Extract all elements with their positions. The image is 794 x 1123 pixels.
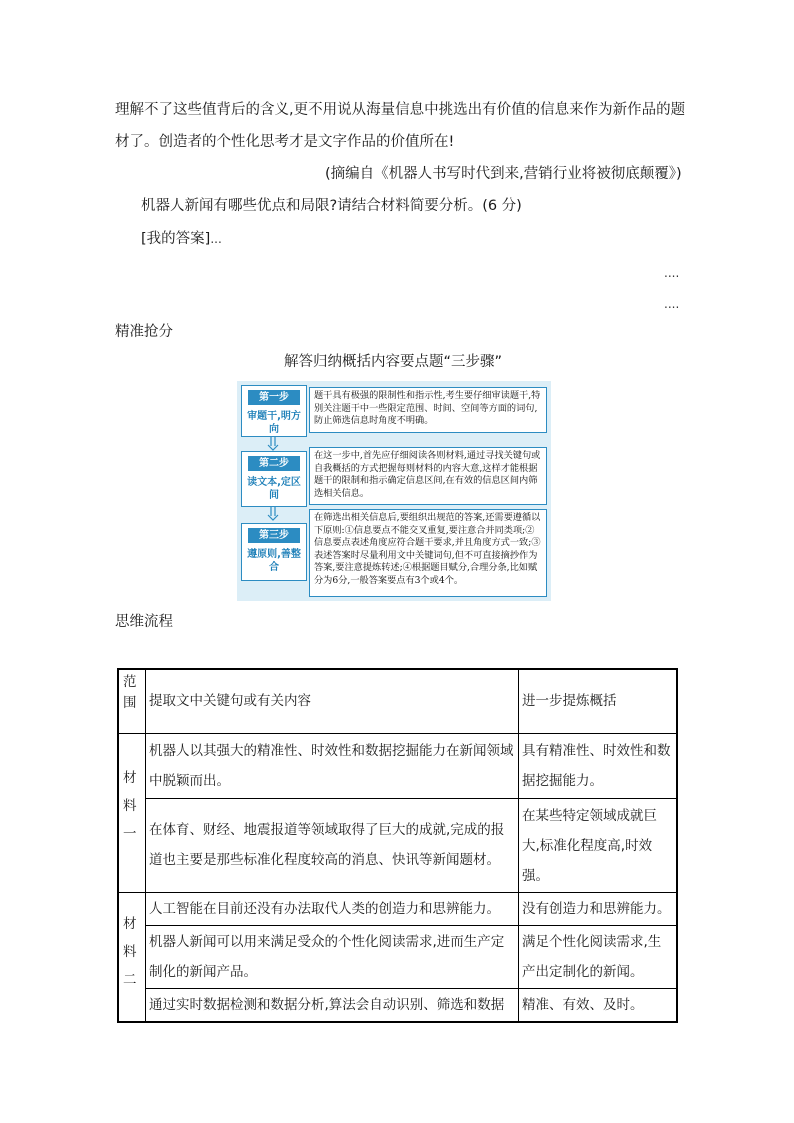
down-arrow-icon (267, 507, 279, 521)
diagram-title: 解答归纳概括内容要点题“三步骤” (284, 354, 503, 370)
step-3-box (241, 523, 307, 581)
answer-label-text: [我的答案] (141, 231, 211, 247)
step-1-description: 题干具有极强的限制性和指示性,考生要仔细审读题干,特别关注题干中一些限定范围、时间、空间等方面的词句,防止筛选信息时角度不明确。 (309, 387, 547, 433)
step-2-description: 在这一步中,首先应仔细阅读各则材料,通过寻找关键句或自我概括的方式把握每则材料的内容大意,这样才能根据题干的限制和指示确定信息区间,在有效的信息区间内筛选相关信息。 (309, 447, 547, 505)
header-content: 提取文中关键句或有关内容 (149, 693, 311, 709)
section-title: 精准抢分 (115, 324, 173, 340)
group-label-material-2: 材料二 (123, 916, 137, 988)
table-row-5-summary: 精准、有效、及时。 (522, 997, 644, 1013)
step-1-label: 第一步 (248, 390, 300, 405)
table-row-2-content: 在体育、财经、地震报道等领域取得了巨大的成就,完成的报道也主要是那些标准化程度较高的消息、快讯等新闻题材。 (149, 822, 505, 868)
header-scope: 范围 (123, 674, 137, 711)
answer-dots: ... (210, 232, 222, 246)
table-row-2-summary: 在某些特定领域成就巨大,标准化程度高,时效强。 (522, 808, 657, 884)
three-steps-diagram (237, 381, 551, 601)
step-2-label: 第二步 (248, 456, 300, 471)
article-source: (摘编自《机器人书写时代到来,营销行业将被彻底颠覆》) (325, 166, 682, 182)
answer-label (141, 229, 222, 249)
article-line-2: 材了。创造者的个性化思考才是文字作品的价值所在! (115, 134, 455, 150)
step-3-label: 第三步 (248, 528, 300, 543)
table-row-3-summary: 没有创造力和思辨能力。 (522, 901, 671, 917)
table-border-right (676, 668, 678, 1023)
table-row-4-content: 机器人新闻可以用来满足受众的个性化阅读需求,进而生产定制化的新闻产品。 (149, 934, 505, 980)
step-2-box (241, 451, 307, 507)
table-row-4-summary: 满足个性化阅读需求,生产出定制化的新闻。 (522, 934, 662, 980)
question-text: 机器人新闻有哪些优点和局限?请结合材料简要分析。(6 分) (141, 198, 522, 214)
article-line-1: 理解不了这些值背后的含义,更不用说从海量信息中挑选出有价值的信息来作为新作品的题 (115, 102, 686, 118)
step-1-action: 审题干,明方向 (247, 411, 301, 435)
group-label-material-1: 材料一 (123, 770, 137, 842)
table-row-5-content: 通过实时数据检测和数据分析,算法会自动识别、筛选和数据 (149, 997, 505, 1013)
table-border-bottom (117, 1021, 678, 1023)
step-3-action: 遵原则,善整合 (247, 549, 301, 573)
step-1-box (241, 385, 307, 437)
down-arrow-icon (267, 437, 279, 451)
thinking-flow-table (117, 668, 678, 1023)
step-2-action: 读文本,定区间 (247, 477, 301, 501)
step-3-description: 在筛选出相关信息后,要组织出规范的答案,还需要遵循以下原则:①信息要点不能交叉重复,要注意合并同类项;②信息要点表述角度应符合题干要求,并且角度方式一致;③表述答案时尽量利用文中关键词句,但不可直接摘抄作为答案,要注意提炼转述;④根据题目赋分,合理分条,比如赋分为6分,一般答案要点有3个或4个。 (309, 509, 547, 597)
table-row-1-content: 机器人以其强大的精准性、时效性和数据挖掘能力在新闻领域中脱颖而出。 (149, 743, 514, 789)
table-row-3-content: 人工智能在目前还没有办法取代人类的创造力和思辨能力。 (149, 901, 500, 917)
table-row-1-summary: 具有精准性、时效性和数据挖掘能力。 (522, 743, 671, 789)
answer-line-dots-2: .... (664, 297, 680, 311)
header-summary: 进一步提炼概括 (522, 693, 617, 709)
flow-title: 思维流程 (115, 614, 173, 630)
answer-line-dots-1: .... (664, 266, 680, 280)
